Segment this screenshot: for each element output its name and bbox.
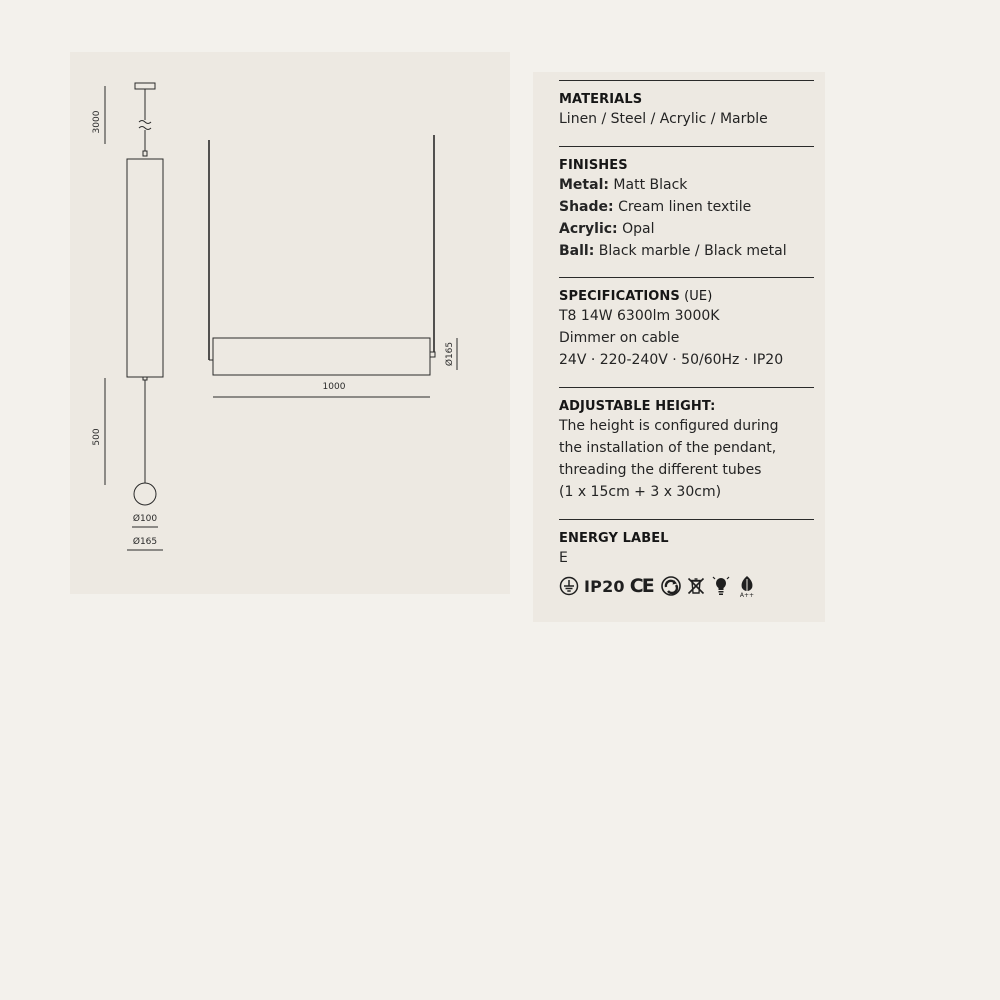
recycle-icon [661,576,681,596]
height-text-line: (1 x 15cm + 3 x 30cm) [559,484,722,500]
technical-drawing [70,52,510,594]
height-text-line: threading the different tubes [559,462,762,478]
right-rod-joint [430,352,435,357]
finish-label: Acrylic: [559,221,618,237]
tube-front-view [213,338,430,375]
spec-line-electrical: 24V · 220-240V · 50/60Hz · IP20 [559,352,784,368]
energy-label-section [559,519,814,598]
cable-connector [143,377,147,380]
materials-section [559,80,814,130]
materials-heading: MATERIALS [559,92,643,107]
dim-text-ball-diameter: Ø100 [132,514,158,524]
dim-text-length: 1000 [322,382,346,392]
ceiling-canopy [135,83,155,89]
finish-value: Black marble / Black metal [594,243,787,259]
specifications-heading-text: SPECIFICATIONS [559,289,680,304]
front-view [209,135,457,397]
finish-metal [559,174,814,196]
dim-text-ceiling: 3000 [92,110,102,134]
technical-drawing-panel [70,52,510,594]
finish-value: Matt Black [608,177,688,193]
tube-side-view [127,159,163,377]
specification-panel [533,72,825,622]
height-text-line: the installation of the pendant, [559,440,777,456]
finish-value: Opal [617,221,655,237]
height-text-line: The height is configured during [559,418,779,434]
energy-label-heading: ENERGY LABEL [559,531,669,546]
ce-mark-icon: CE [629,575,653,597]
adjustable-height-section [559,387,814,503]
specifications-heading [559,289,814,305]
specifications-section [559,277,814,371]
dim-text-ball-drop: 500 [92,428,102,446]
led-bulb-icon [711,575,731,597]
finish-label: Shade: [559,199,614,215]
dim-text-tube-diameter-side: Ø165 [132,537,158,547]
side-view [105,83,163,550]
finish-label: Ball: [559,243,595,259]
rod-connector [143,151,147,156]
spec-line-lamp: T8 14W 6300lm 3000K [559,308,720,324]
ball-counterweight [134,483,156,505]
led-class-label: A++ [739,592,754,598]
break-mark-lower [139,127,151,130]
energy-leaf-icon [736,574,758,598]
specifications-region: (UE) [679,289,713,304]
certification-icons [559,574,814,598]
finish-label: Metal: [559,177,609,193]
earth-ground-icon [559,576,579,596]
finishes-heading: FINISHES [559,158,628,173]
break-mark-upper [139,121,151,124]
finishes-section [559,146,814,262]
finish-shade [559,196,814,218]
spec-line-dimmer: Dimmer on cable [559,330,680,346]
finish-acrylic [559,218,814,240]
ip20-rating: IP20 [584,576,625,596]
finish-value: Cream linen textile [613,199,752,215]
dim-text-tube-diameter-front: Ø165 [445,341,455,367]
adjustable-height-heading: ADJUSTABLE HEIGHT: [559,399,716,414]
materials-text: Linen / Steel / Acrylic / Marble [559,111,768,127]
energy-label-value: E [559,550,568,566]
finish-ball [559,240,814,262]
weee-bin-icon [686,576,706,596]
